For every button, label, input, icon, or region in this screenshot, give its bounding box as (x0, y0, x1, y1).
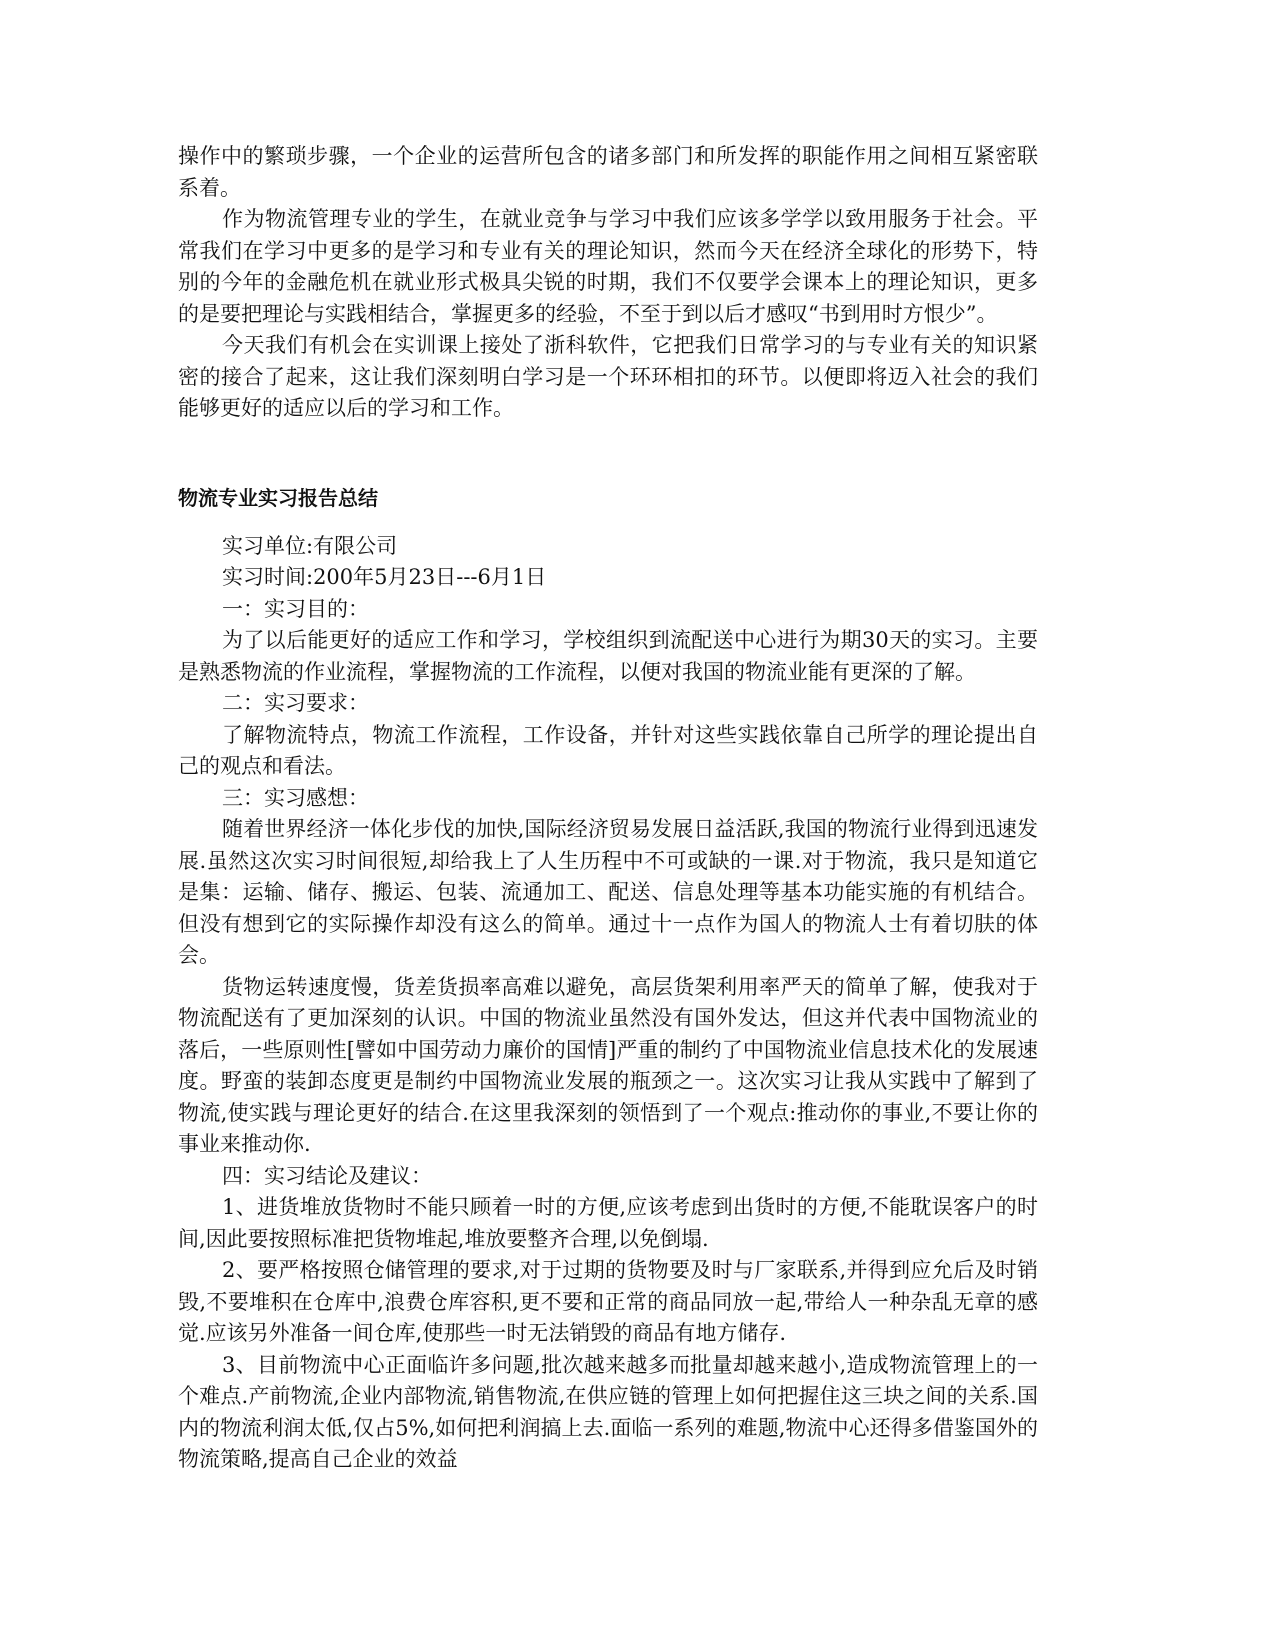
document-page (178, 141, 1038, 1476)
internship-time: 实习时间:200年5月23日---6月1日 (222, 565, 547, 589)
section-1-title: 一：实习目的： (222, 596, 369, 621)
internship-unit: 实习单位:有限公司 (222, 533, 398, 558)
section-3-title: 三：实习感想： (222, 785, 369, 810)
section-4-item-1: 1、进货堆放货物时不能只顾着一时的方便,应该考虑到出货时的方便,不能耽误客户的时间,因此要按照标准把货物堆起,堆放要整齐合理,以免倒塌. (178, 1195, 1038, 1251)
intro-paragraph-2: 作为物流管理专业的学生，在就业竞争与学习中我们应该多学学以致用服务于社会。平常我们在学习中更多的是学习和专业有关的理论知识，然而今天在经济全球化的形势下，特别的今年的金融危机在就业形式极具尖锐的时期，我们不仅要学会课本上的理论知识，更多的是要把理论与实践相结合，掌握更多的经验，不至于到以后才感叹“书到用时方恨少”。 (178, 207, 1038, 326)
intro-paragraph-3: 今天我们有机会在实训课上接处了浙科软件，它把我们日常学习的与专业有关的知识紧密的接合了起来，这让我们深刻明白学习是一个环环相扣的环节。以便即将迈入社会的我们能够更好的适应以后的学习和工作。 (178, 333, 1038, 420)
report-title: 物流专业实习报告总结 (178, 485, 378, 510)
section-1-body: 为了以后能更好的适应工作和学习，学校组织到流配送中心进行为期30天的实习。主要是熟悉物流的作业流程，掌握物流的工作流程，以便对我国的物流业能有更深的了解。 (178, 628, 1038, 684)
section-2-body: 了解物流特点，物流工作流程，工作设备，并针对这些实践依靠自己所学的理论提出自己的观点和看法。 (178, 722, 1038, 778)
section-spacer (178, 425, 1038, 483)
intro-paragraph-1: 操作中的繁琐步骤，一个企业的运营所包含的诸多部门和所发挥的职能作用之间相互紧密联系着。 (178, 144, 1038, 200)
section-4-title: 四：实习结论及建议： (222, 1163, 432, 1188)
section-3-paragraph-1: 随着世界经济一体化步伐的加快,国际经济贸易发展日益活跃,我国的物流行业得到迅速发展.虽然这次实习时间很短,却给我上了人生历程中不可或缺的一课.对于物流，我只是知道它是集：运输、储存、搬运、包装、流通加工、配送、信息处理等基本功能实施的有机结合。但没有想到它的实际操作却没有这么的简单。通过十一点作为国人的物流人士有着切肤的体会。 (178, 817, 1038, 967)
section-4-item-2: 2、要严格按照仓储管理的要求,对于过期的货物要及时与厂家联系,并得到应允后及时销毁,不要堆积在仓库中,浪费仓库容积,更不要和正常的商品同放一起,带给人一种杂乱无章的感觉.应该另外准备一间仓库,使那些一时无法销毁的商品有地方储存. (178, 1258, 1038, 1345)
section-2-title: 二：实习要求： (222, 691, 369, 715)
section-3-paragraph-2: 货物运转速度慢，货差货损率高难以避免，高层货架利用率严天的简单了解，使我对于物流配送有了更加深刻的认识。中国的物流业虽然没有国外发达，但这并代表中国物流业的落后，一些原则性[譬如中国劳动力廉价的国情]严重的制约了中国物流业信息技术化的发展速度。野蛮的装卸态度更是制约中国物流业发展的瓶颈之一。这次实习让我从实践中了解到了物流,使实践与理论更好的结合.在这里我深刻的领悟到了一个观点:推动你的事业,不要让你的事业来推动你. (178, 974, 1038, 1156)
title-spacer (178, 514, 1038, 531)
section-4-item-3: 3、目前物流中心正面临许多问题,批次越来越多而批量却越来越小,造成物流管理上的一个难点.产前物流,企业内部物流,销售物流,在供应链的管理上如何把握住这三块之间的关系.国内的物流利润太低,仅占5%,如何把利润搞上去.面临一系列的难题,物流中心还得多借鉴国外的物流策略,提高自己企业的效益 (178, 1352, 1038, 1471)
